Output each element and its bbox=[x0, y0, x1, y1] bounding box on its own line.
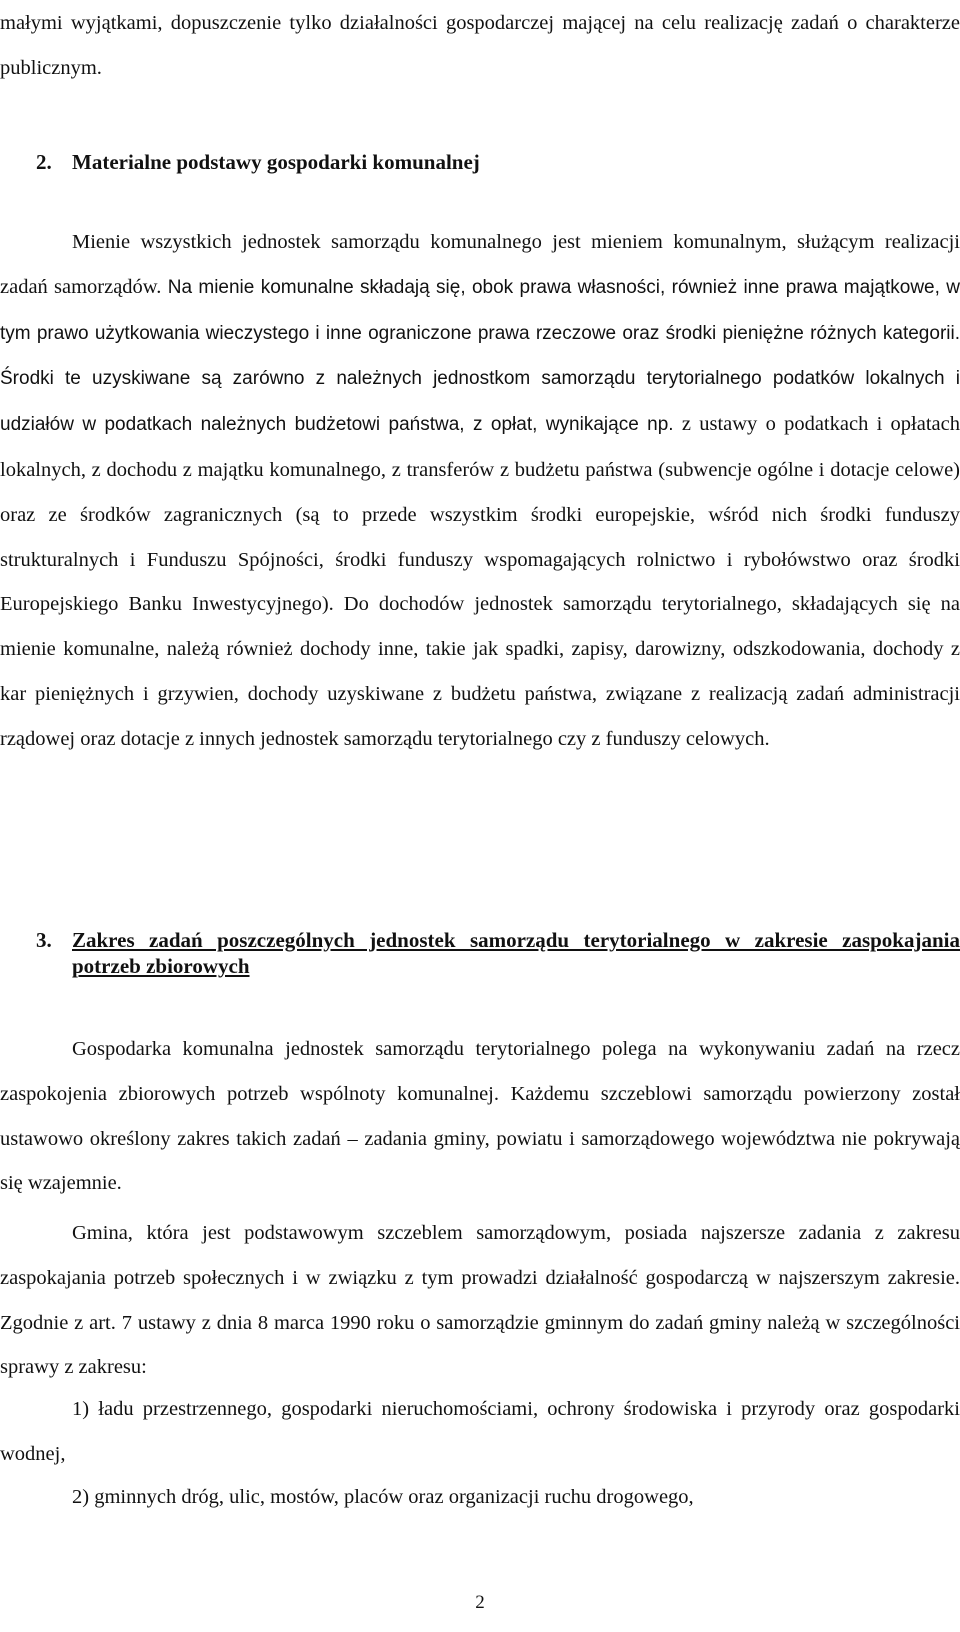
section-2-number: 2. bbox=[36, 150, 52, 174]
section-2-paragraph-end: z ustawy o podatkach i opłatach lokalnych, z dochodu z majątku komunalnego, z transferów z budżetu państwa (subwencje ogólne i dotacje celowe) oraz ze środków zagranicznych (są to przede wszystkim środki europejskie, wśród nich środki funduszy strukturalnych i Funduszu Spójności, środki funduszy wspomagających rolnictwo i rybołówstwo oraz środki Europejskiego Banku Inwestycyjnego). Do dochodów jednostek samorządu terytorialnego, składających się na mienie komunalne, należą również dochody inne, takie jak spadki, zapisy, darowizny, odszkodowania, dochody z kar pieniężnych i grzywien, dochody uzyskiwane z budżetu państwa, związane z realizacją zadań administracji rządowej oraz dotacje z innych jednostek samorządu terytorialnego czy z funduszy celowych. bbox=[0, 413, 960, 750]
intro-text: małymi wyjątkami, dopuszczenie tylko działalności gospodarczej mającej na celu realizację zadań o charakterze publicznym. bbox=[0, 12, 960, 79]
list-item bbox=[0, 1387, 960, 1477]
section-3-heading bbox=[0, 927, 960, 979]
section-3-paragraph-1 bbox=[0, 1027, 960, 1206]
section-3-title: Zakres zadań poszczególnych jednostek samorządu terytorialnego w zakresie zaspokajania potrzeb zbiorowych bbox=[72, 928, 960, 978]
page-number: 2 bbox=[475, 1592, 485, 1613]
section-2-heading bbox=[0, 149, 960, 175]
list-item-1-text: 1) ładu przestrzennego, gospodarki nieruchomościami, ochrony środowiska i przyrody oraz gospodarki wodnej, bbox=[0, 1398, 960, 1465]
section-2-paragraph-start: Mienie wszystkich jednostek samorządu komunalnego jest mieniem komunalnym, służącym realizacji zadań samorządów. bbox=[0, 231, 960, 298]
section-3-number: 3. bbox=[36, 928, 52, 952]
section-2-title: Materialne podstawy gospodarki komunalnej bbox=[72, 150, 480, 174]
section-3-paragraph-1-text: Gospodarka komunalna jednostek samorządu terytorialnego polega na wykonywaniu zadań na rzecz zaspokojenia zbiorowych potrzeb wspólnoty komunalnej. Każdemu szczeblowi samorządu powierzony został ustawowo określony zakres takich zadań – zadania gminy, powiatu i samorządowego województwa nie pokrywają się wzajemnie. bbox=[0, 1038, 960, 1195]
section-3-paragraph-2 bbox=[0, 1211, 960, 1390]
intro-paragraph bbox=[0, 1, 960, 91]
list-item-2-text: 2) gminnych dróg, ulic, mostów, placów oraz organizacji ruchu drogowego, bbox=[72, 1486, 694, 1508]
section-2-paragraph-sans: Na mienie komunalne składają się, obok prawa własności, również inne prawa majątkowe, w tym prawo użytkowania wieczystego i inne ograniczone prawa rzeczowe oraz środki pieniężne różnych kategorii. Środki te uzyskiwane są zarówno z należnych jednostkom samorządu terytorialnego podatków lokalnych i udziałów w podatkach należnych budżetowi państwa, z opłat, wynikające np. bbox=[0, 276, 960, 436]
list-item bbox=[0, 1475, 960, 1520]
section-2-paragraph bbox=[0, 220, 960, 762]
section-3-paragraph-2-text: Gmina, która jest podstawowym szczeblem samorządowym, posiada najszersze zadania z zakresu zaspokajania potrzeb społecznych i w związku z tym prowadzi działalność gospodarczą w najszerszym zakresie. Zgodnie z art. 7 ustawy z dnia 8 marca 1990 roku o samorządzie gminnym do zadań gminy należą w szczególności sprawy z zakresu: bbox=[0, 1222, 960, 1379]
